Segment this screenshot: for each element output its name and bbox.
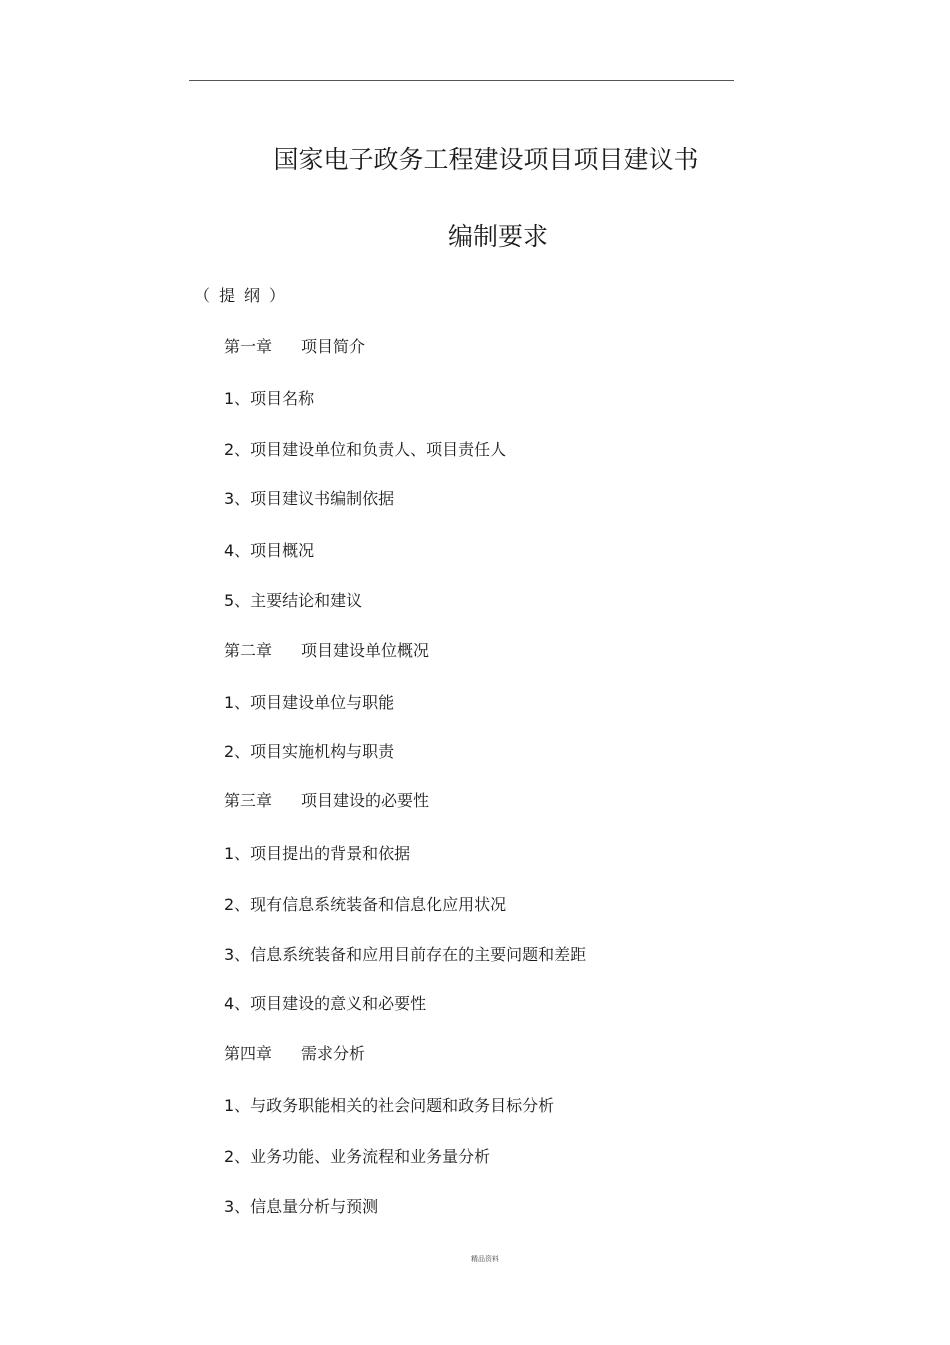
page-footer: 精品资料 — [471, 1255, 499, 1263]
list-item: 2、项目实施机构与职责 — [224, 742, 395, 761]
list-item: 4、项目建设的意义和必要性 — [224, 994, 427, 1013]
chapter-title: 项目简介 — [301, 337, 366, 356]
list-item: 3、信息系统装备和应用目前存在的主要问题和差距 — [224, 945, 587, 964]
chapter-number: 第一章 — [224, 337, 273, 356]
chapter-title: 项目建设单位概况 — [301, 641, 430, 660]
chapter-heading-3 — [224, 790, 429, 812]
list-item: 1、项目名称 — [224, 389, 315, 408]
chapter-heading-2 — [224, 640, 429, 662]
list-item: 5、主要结论和建议 — [224, 591, 363, 610]
chapter-number: 第三章 — [224, 791, 273, 810]
outline-label: （提纲） — [194, 286, 295, 305]
list-item: 1、项目建设单位与职能 — [224, 693, 395, 712]
list-item: 3、信息量分析与预测 — [224, 1197, 379, 1216]
chapter-number: 第四章 — [224, 1044, 273, 1063]
list-item: 4、项目概况 — [224, 541, 315, 560]
document-title: 国家电子政务工程建设项目项目建议书 — [273, 145, 699, 174]
list-item: 1、项目提出的背景和依据 — [224, 844, 411, 863]
chapter-heading-4 — [224, 1043, 365, 1065]
list-item: 1、与政务职能相关的社会问题和政务目标分析 — [224, 1096, 555, 1115]
list-item: 2、现有信息系统装备和信息化应用状况 — [224, 895, 507, 914]
chapter-title: 项目建设的必要性 — [301, 791, 430, 810]
chapter-number: 第二章 — [224, 641, 273, 660]
list-item: 2、业务功能、业务流程和业务量分析 — [224, 1147, 491, 1166]
chapter-title: 需求分析 — [301, 1044, 366, 1063]
list-item: 2、项目建设单位和负责人、项目责任人 — [224, 440, 507, 459]
document-subtitle: 编制要求 — [447, 222, 548, 251]
list-item: 3、项目建议书编制依据 — [224, 489, 395, 508]
chapter-heading-1 — [224, 336, 365, 358]
header-rule — [189, 80, 734, 81]
